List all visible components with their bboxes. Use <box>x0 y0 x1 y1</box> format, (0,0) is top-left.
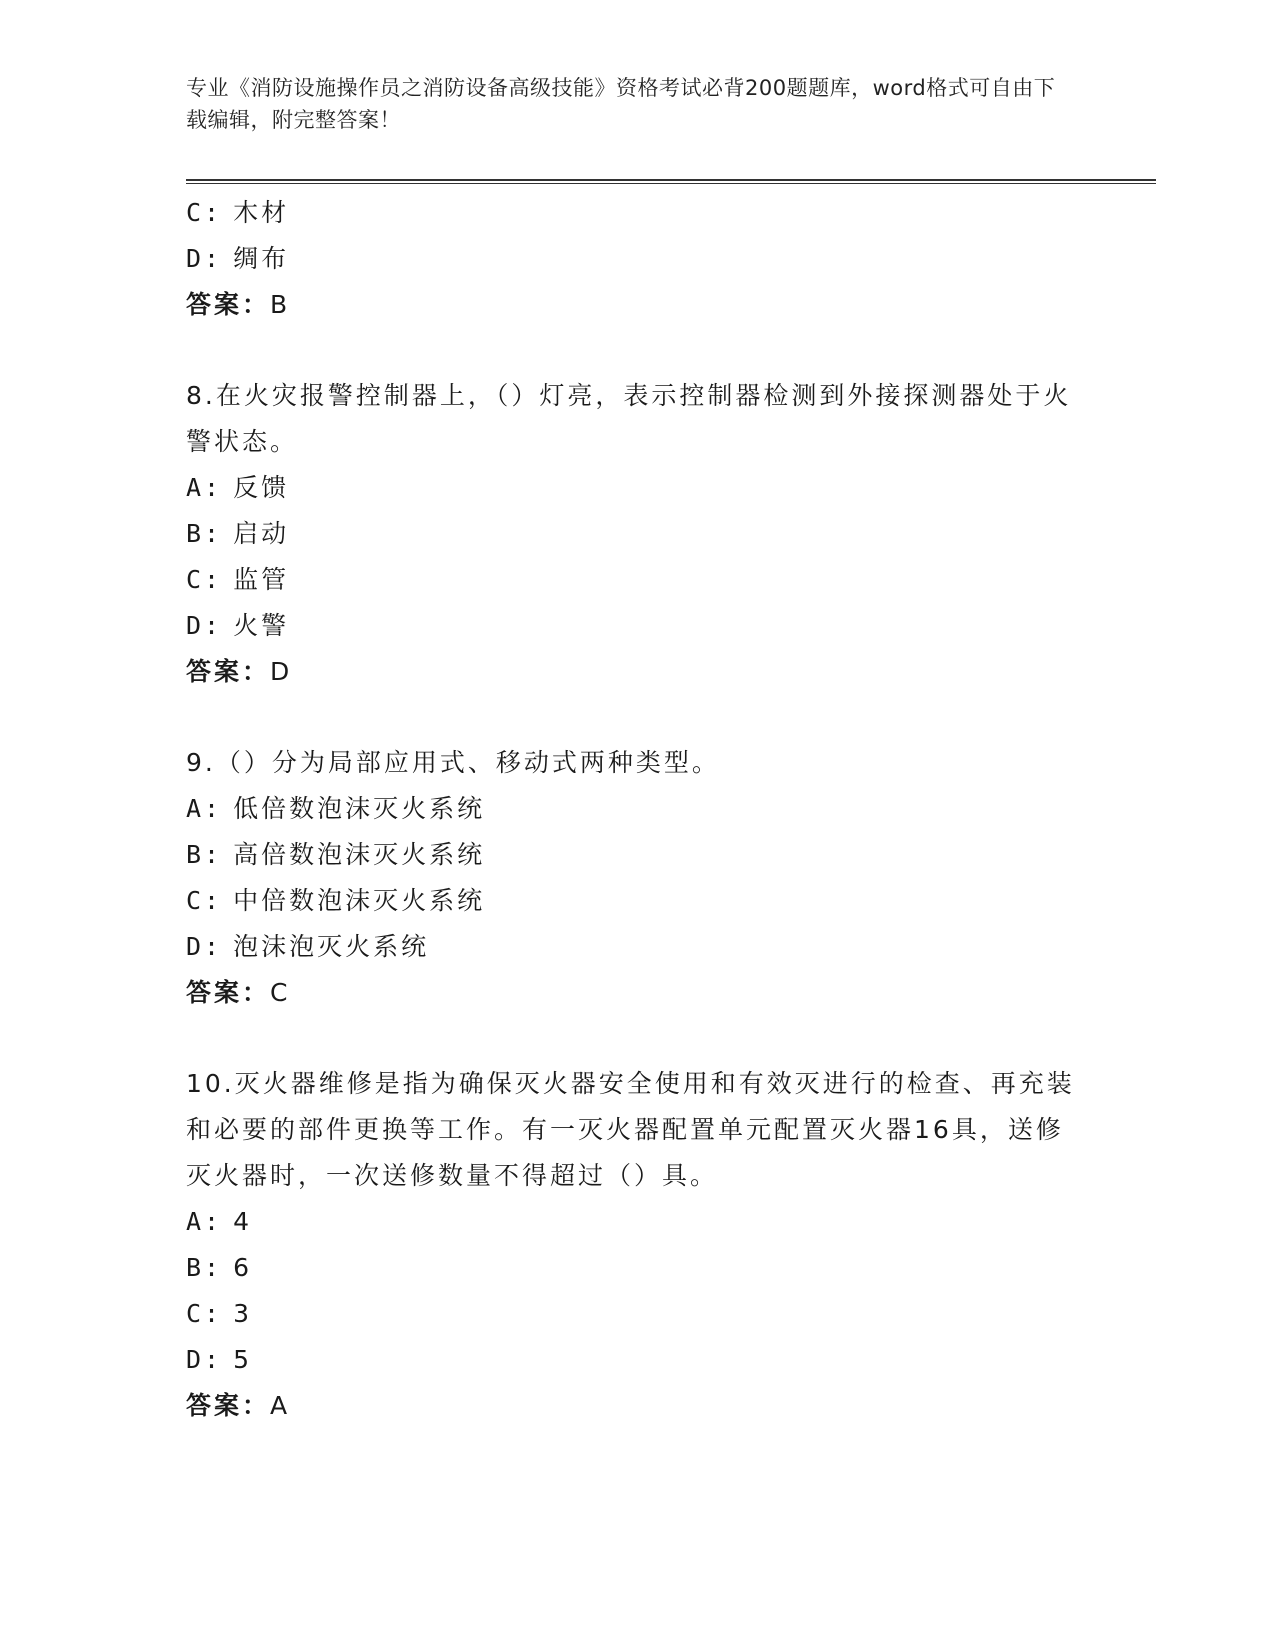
option-d <box>186 1337 1086 1383</box>
option-key: C: <box>186 565 223 594</box>
answer-value: A <box>270 1391 291 1420</box>
answer-line <box>186 282 1086 328</box>
option-b <box>186 511 1086 557</box>
option-d <box>186 236 1086 282</box>
option-key: C: <box>186 886 223 915</box>
spacer <box>186 328 1086 373</box>
option-text: 4 <box>233 1207 252 1236</box>
option-b <box>186 1245 1086 1291</box>
option-key: A: <box>186 473 223 502</box>
previous-question-tail <box>186 190 1086 328</box>
option-text: 3 <box>233 1299 252 1328</box>
answer-label: 答案： <box>186 657 271 686</box>
option-a <box>186 465 1086 511</box>
question-8 <box>186 373 1086 695</box>
spacer <box>186 695 1086 740</box>
option-key: D: <box>186 932 223 961</box>
option-d <box>186 603 1086 649</box>
option-a <box>186 786 1086 832</box>
option-text: 监管 <box>233 565 290 594</box>
question-stem: 9.（）分为局部应用式、移动式两种类型。 <box>186 748 720 777</box>
option-c <box>186 1291 1086 1337</box>
option-text: 启动 <box>233 519 290 548</box>
spacer <box>186 1016 1086 1061</box>
option-a <box>186 1199 1086 1245</box>
question-10 <box>186 1061 1086 1429</box>
question-list <box>186 190 1086 1429</box>
option-text: 6 <box>233 1253 252 1282</box>
option-text: 5 <box>233 1345 252 1374</box>
option-key: D: <box>186 611 223 640</box>
option-key: C: <box>186 1299 223 1328</box>
document-page <box>186 0 1156 1650</box>
answer-label: 答案： <box>186 1391 271 1420</box>
option-key: B: <box>186 840 223 869</box>
answer-label: 答案： <box>186 978 271 1007</box>
header-divider <box>186 179 1156 184</box>
answer-line <box>186 970 1086 1016</box>
option-key: A: <box>186 794 223 823</box>
answer-value: D <box>270 657 293 686</box>
option-text: 泡沫泡灭火系统 <box>233 932 430 961</box>
question-stem: 8.在火灾报警控制器上，（）灯亮，表示控制器检测到外接探测器处于火警状态。 <box>186 381 1072 456</box>
option-key: A: <box>186 1207 223 1236</box>
option-c <box>186 190 1086 236</box>
option-b <box>186 832 1086 878</box>
answer-line <box>186 649 1086 695</box>
option-text: 火警 <box>233 611 290 640</box>
answer-value: B <box>270 290 291 319</box>
option-key: B: <box>186 1253 223 1282</box>
option-text: 低倍数泡沫灭火系统 <box>233 794 486 823</box>
option-text: 绸布 <box>233 244 290 273</box>
option-d <box>186 924 1086 970</box>
option-text: 反馈 <box>233 473 290 502</box>
document-header: 专业《消防设施操作员之消防设备高级技能》资格考试必背200题题库，word格式可自由下载编辑，附完整答案！ <box>186 76 1056 132</box>
option-key: C: <box>186 198 223 227</box>
question-9 <box>186 740 1086 1016</box>
answer-line <box>186 1383 1086 1429</box>
option-text: 高倍数泡沫灭火系统 <box>233 840 486 869</box>
option-text: 木材 <box>233 198 290 227</box>
question-stem: 10.灭火器维修是指为确保灭火器安全使用和有效灭进行的检查、再充装和必要的部件更换等工作。有一灭火器配置单元配置灭火器16具，送修灭火器时，一次送修数量不得超过（）具。 <box>186 1069 1075 1190</box>
answer-value: C <box>270 978 291 1007</box>
option-key: D: <box>186 244 223 273</box>
answer-label: 答案： <box>186 290 271 319</box>
option-key: B: <box>186 519 223 548</box>
option-c <box>186 878 1086 924</box>
option-key: D: <box>186 1345 223 1374</box>
option-c <box>186 557 1086 603</box>
option-text: 中倍数泡沫灭火系统 <box>233 886 486 915</box>
